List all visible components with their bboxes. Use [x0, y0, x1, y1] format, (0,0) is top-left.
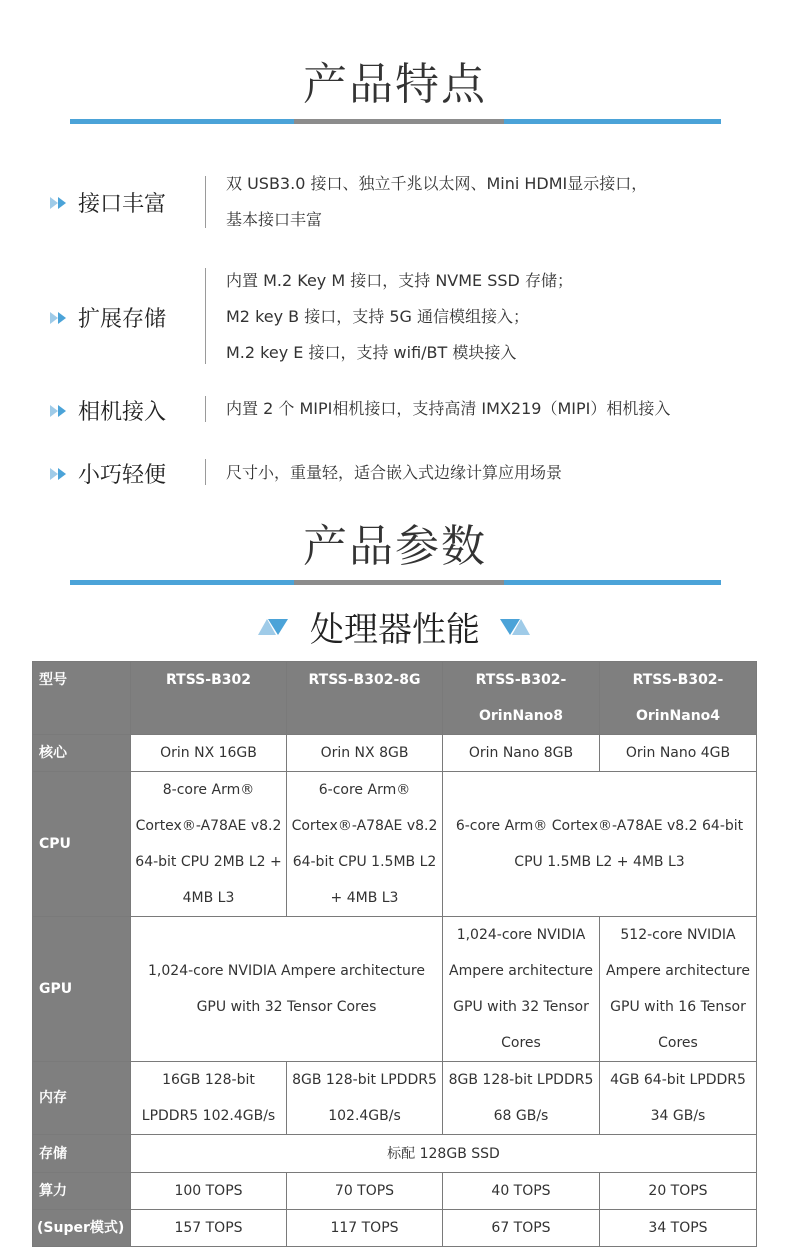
row-label: GPU: [33, 917, 131, 1062]
spec-table: [32, 661, 757, 1247]
row-label: 型号: [33, 662, 131, 735]
divider-segment-right: [504, 119, 721, 124]
row-label: 内存: [33, 1062, 131, 1135]
table-cell: Orin Nano 8GB: [443, 735, 600, 772]
params-divider: [70, 580, 721, 585]
feature-label: 扩展存储: [78, 307, 167, 332]
feature-heading: [50, 187, 166, 218]
double-arrow-icon: [50, 404, 68, 418]
table-cell: 6-core Arm® Cortex®-A78AE v8.2 64-bit CPU 1.5MB L2 + 4MB L3: [287, 772, 443, 917]
feature-label: 接口丰富: [78, 192, 167, 217]
table-row-super: [33, 1210, 757, 1247]
table-cell: 100 TOPS: [131, 1173, 287, 1210]
table-cell: 8-core Arm® Cortex®-A78AE v8.2 64-bit CPU 2MB L2 + 4MB L3: [131, 772, 287, 917]
feature-description: [226, 455, 562, 491]
table-cell: 67 TOPS: [443, 1210, 600, 1247]
feature-rule: [205, 459, 206, 485]
model-cell: RTSS-B302-8G: [287, 662, 443, 735]
feature-label: 小巧轻便: [78, 463, 167, 488]
table-cell: 8GB 128-bit LPDDR5 102.4GB/s: [287, 1062, 443, 1135]
table-cell: 6-core Arm® Cortex®-A78AE v8.2 64-bit CPU 1.5MB L2 + 4MB L3: [443, 772, 757, 917]
triangle-down-left-icon: [256, 617, 292, 637]
table-cell: 8GB 128-bit LPDDR5 68 GB/s: [443, 1062, 600, 1135]
params-title: 产品参数: [303, 521, 487, 572]
feature-line: 内置 M.2 Key M 接口，支持 NVME SSD 存储；: [226, 271, 573, 290]
features-title: 产品特点: [303, 59, 487, 110]
subtitle-text: 处理器性能: [310, 610, 480, 650]
table-row-model: [33, 662, 757, 735]
feature-label: 相机接入: [78, 400, 167, 425]
feature-heading: [50, 395, 166, 426]
feature-rule: [205, 268, 206, 364]
table-cell: 1,024-core NVIDIA Ampere architecture GPU with 32 Tensor Cores: [443, 917, 600, 1062]
row-label: 存储: [33, 1135, 131, 1173]
double-arrow-icon: [50, 196, 68, 210]
feature-description: [226, 263, 573, 371]
double-arrow-icon: [50, 467, 68, 481]
table-row-memory: [33, 1062, 757, 1135]
table-row-cpu: [33, 772, 757, 917]
feature-line: 双 USB3.0 接口、独立千兆以太网、Mini HDMI显示接口，: [226, 174, 648, 193]
row-label: (Super模式): [33, 1210, 131, 1247]
row-label: 核心: [33, 735, 131, 772]
row-label: CPU: [33, 772, 131, 917]
feature-line: 基本接口丰富: [226, 210, 323, 229]
table-cell: 70 TOPS: [287, 1173, 443, 1210]
feature-rule: [205, 396, 206, 422]
divider-segment-middle: [294, 119, 504, 124]
feature-line: M2 key B 接口，支持 5G 通信模组接入；: [226, 307, 529, 326]
table-cell: 20 TOPS: [600, 1173, 757, 1210]
feature-heading: [50, 458, 166, 489]
table-row-gpu: [33, 917, 757, 1062]
features-divider: [70, 119, 721, 124]
divider-segment-left: [70, 119, 294, 124]
table-cell: Orin NX 8GB: [287, 735, 443, 772]
double-arrow-icon: [50, 311, 68, 325]
feature-line: 内置 2 个 MIPI相机接口，支持高清 IMX219（MIPI）相机接入: [226, 399, 671, 418]
model-cell: RTSS-B302- OrinNano4: [600, 662, 757, 735]
divider-segment-middle: [294, 580, 504, 585]
feature-line: 尺寸小，重量轻，适合嵌入式边缘计算应用场景: [226, 463, 563, 482]
table-cell: 16GB 128-bit LPDDR5 102.4GB/s: [131, 1062, 287, 1135]
table-row-core: [33, 735, 757, 772]
divider-segment-right: [504, 580, 721, 585]
table-row-compute: [33, 1173, 757, 1210]
table-row-storage: [33, 1135, 757, 1173]
feature-description: [226, 166, 647, 238]
table-cell: 1,024-core NVIDIA Ampere architecture GPU with 32 Tensor Cores: [131, 917, 443, 1062]
divider-segment-left: [70, 580, 294, 585]
table-cell: 标配 128GB SSD: [131, 1135, 757, 1173]
table-cell: 40 TOPS: [443, 1173, 600, 1210]
model-cell: RTSS-B302- OrinNano8: [443, 662, 600, 735]
feature-description: [226, 391, 670, 427]
table-cell: Orin Nano 4GB: [600, 735, 757, 772]
table-cell: 512-core NVIDIA Ampere architecture GPU with 16 Tensor Cores: [600, 917, 757, 1062]
table-cell: 4GB 64-bit LPDDR5 34 GB/s: [600, 1062, 757, 1135]
processor-subtitle: [0, 602, 790, 651]
table-cell: Orin NX 16GB: [131, 735, 287, 772]
model-cell: RTSS-B302: [131, 662, 287, 735]
row-label: 算力: [33, 1173, 131, 1210]
feature-heading: [50, 302, 166, 333]
table-cell: 34 TOPS: [600, 1210, 757, 1247]
table-cell: 117 TOPS: [287, 1210, 443, 1247]
feature-line: M.2 key E 接口，支持 wifi/BT 模块接入: [226, 343, 517, 362]
table-cell: 157 TOPS: [131, 1210, 287, 1247]
feature-rule: [205, 176, 206, 228]
triangle-down-right-icon: [498, 617, 534, 637]
